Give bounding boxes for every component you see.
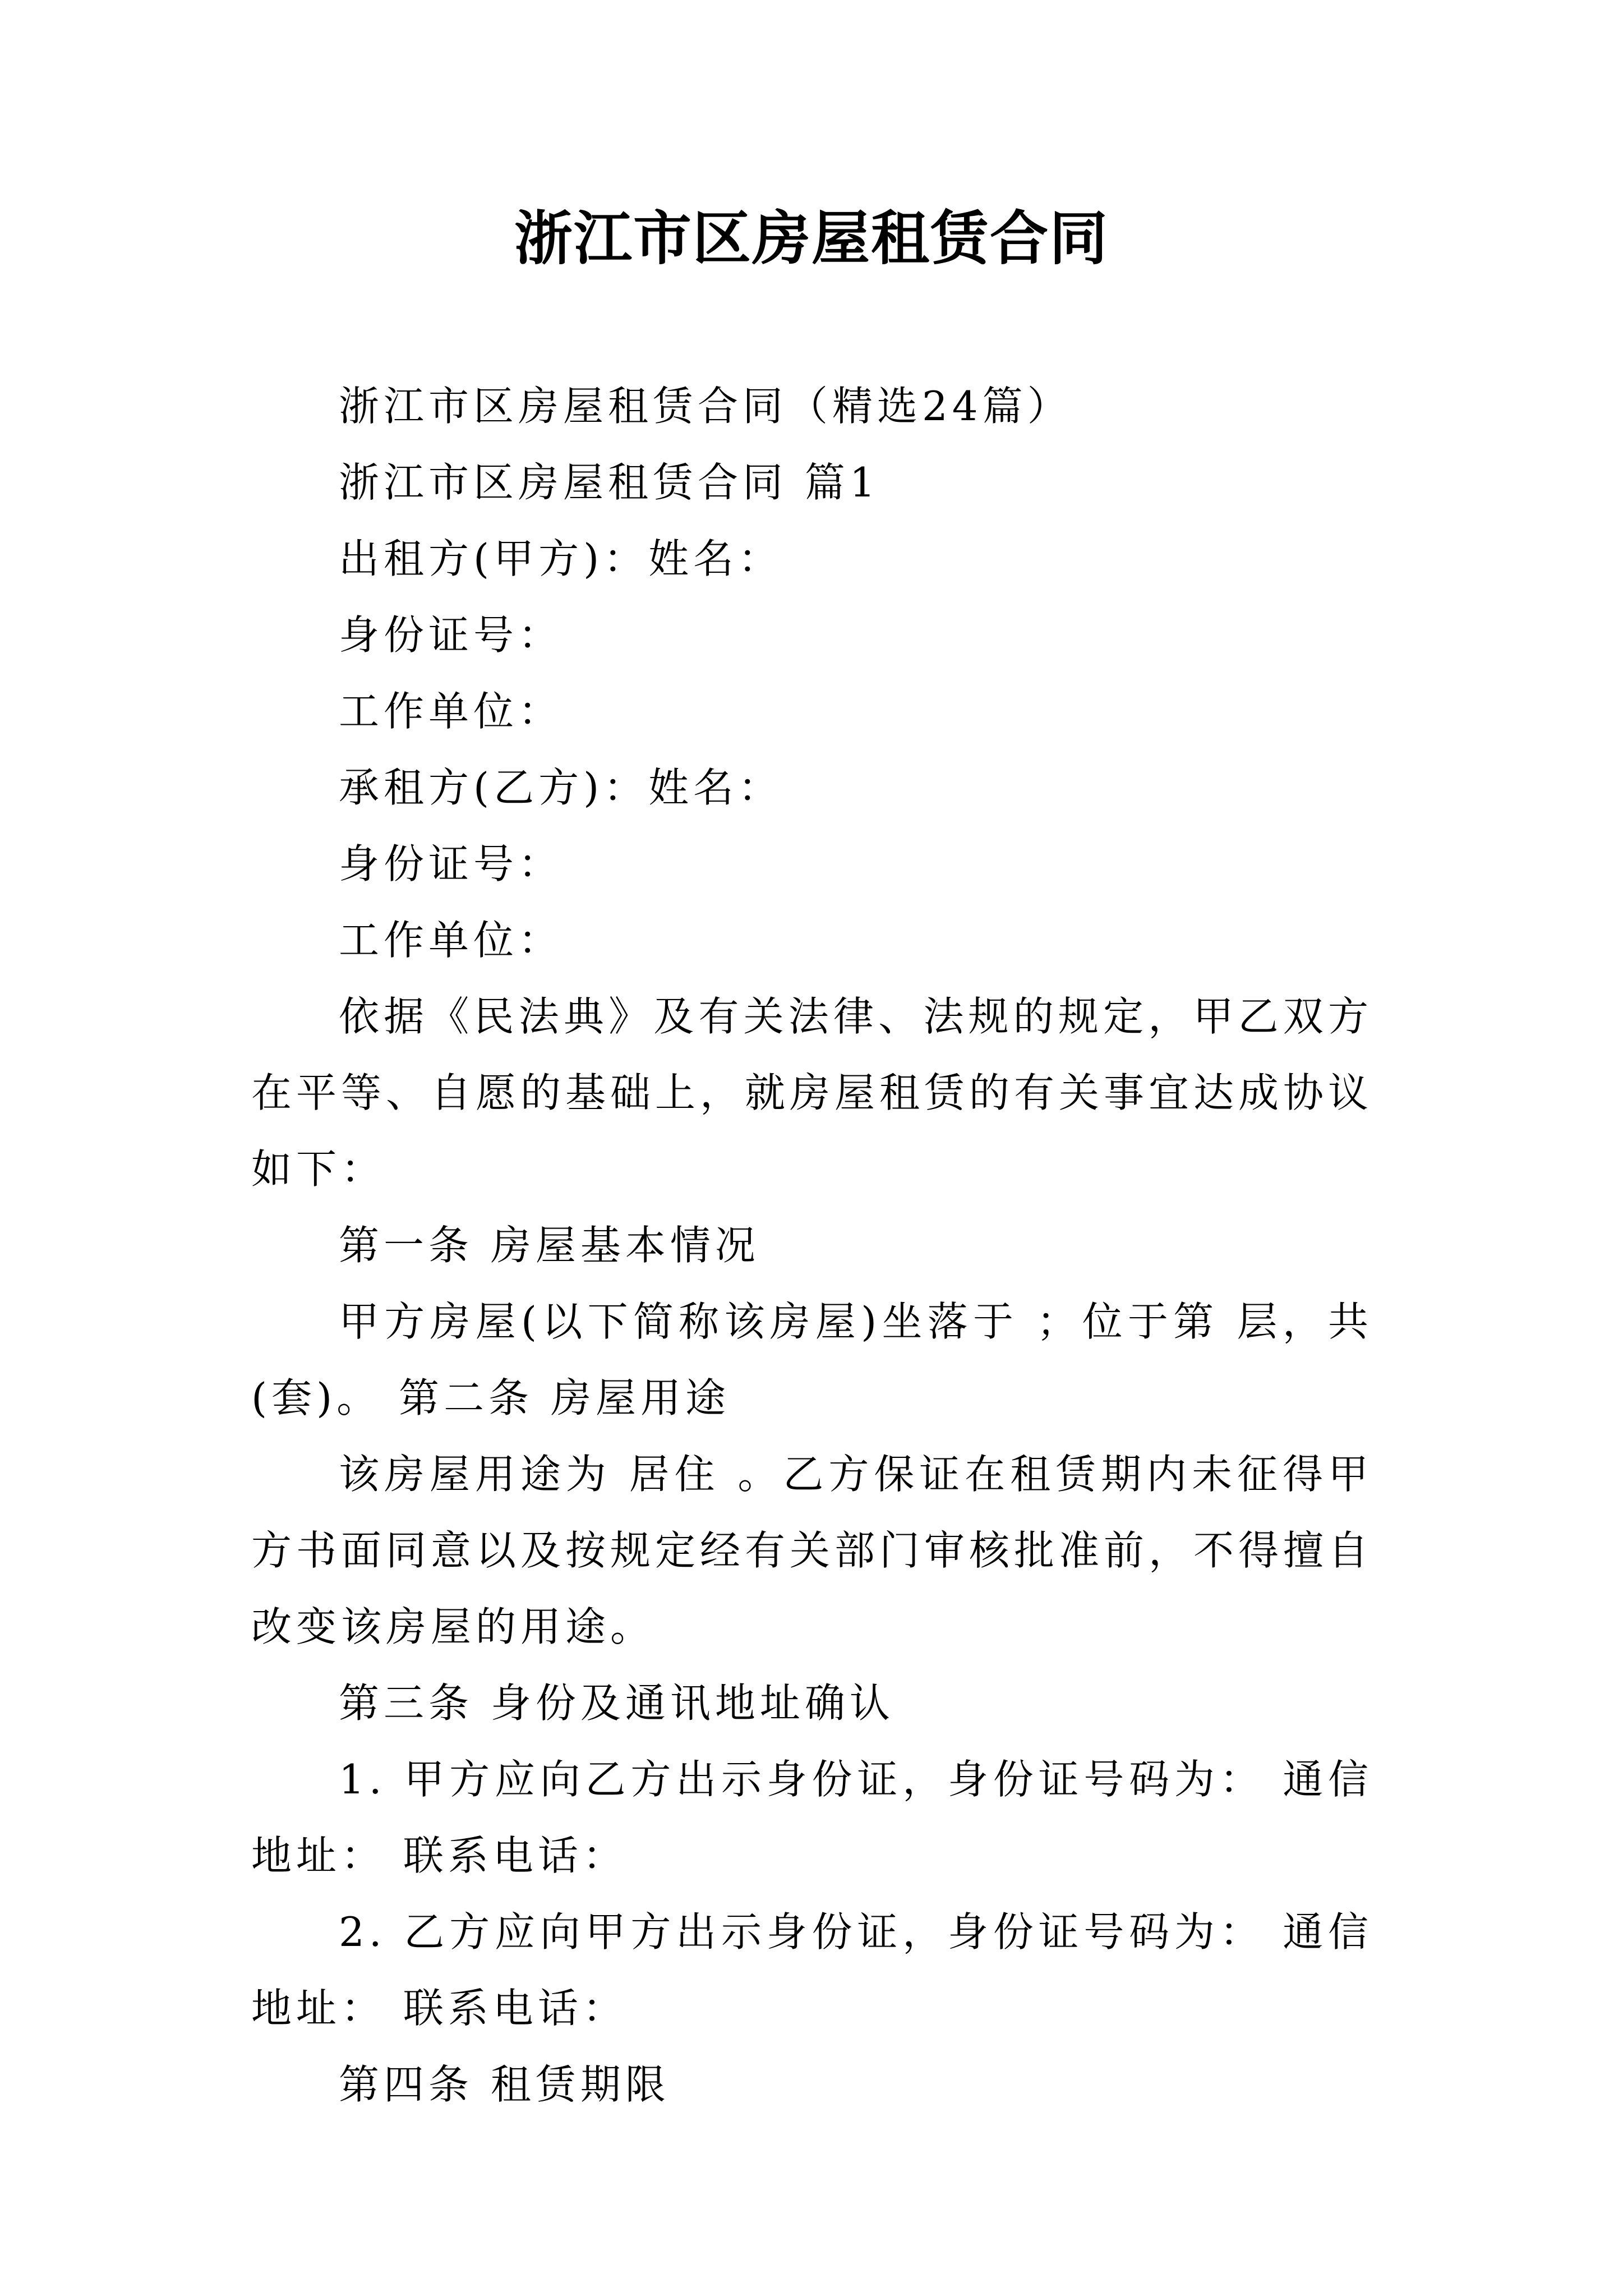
document-title: 浙江市区房屋租赁合同 (514, 204, 1109, 273)
paragraph-lessor-employer: 工作单位： (339, 688, 564, 735)
paragraph-article-1-heading: 第一条 房屋基本情况 (339, 1222, 760, 1269)
paragraph-basis: 依据《民法典》及有关法律、法规的规定，甲乙双方在平等、自愿的基础上，就房屋租赁的有关事宜达成协议如下： (251, 993, 1373, 1193)
paragraph-article-3-item-2: 2. 乙方应向甲方出示身份证，身份证号码为： 通信地址： 联系电话： (251, 1908, 1373, 2032)
paragraph-lessee-name: 承租方(乙方)：姓名： (339, 764, 783, 811)
paragraph-article-3-item-1: 1. 甲方应向乙方出示身份证，身份证号码为： 通信地址： 联系电话： (251, 1756, 1373, 1879)
paragraph-section-title: 浙江市区房屋租赁合同 篇1 (339, 459, 880, 506)
paragraph-lessee-id: 身份证号： (339, 840, 564, 887)
paragraph-lessee-employer: 工作单位： (339, 917, 564, 964)
paragraph-lessor-id: 身份证号： (339, 611, 564, 659)
paragraph-article-4-heading: 第四条 租赁期限 (339, 2061, 670, 2108)
paragraph-collection-title: 浙江市区房屋租赁合同（精选24篇） (339, 383, 1072, 430)
paragraph-article-3-heading: 第三条 身份及通讯地址确认 (339, 1680, 895, 1727)
paragraph-lessor-name: 出租方(甲方)：姓名： (339, 535, 783, 582)
paragraph-article-2-content: 该房屋用途为 居住 。乙方保证在租赁期内未征得甲方书面同意以及按规定经有关部门审核批准前，不得擅自改变该房屋的用途。 (251, 1451, 1373, 1650)
document-body (251, 368, 1373, 2123)
paragraph-article-1-content: 甲方房屋(以下简称该房屋)坐落于 ；位于第 层，共(套)。 第二条 房屋用途 (251, 1298, 1373, 1421)
